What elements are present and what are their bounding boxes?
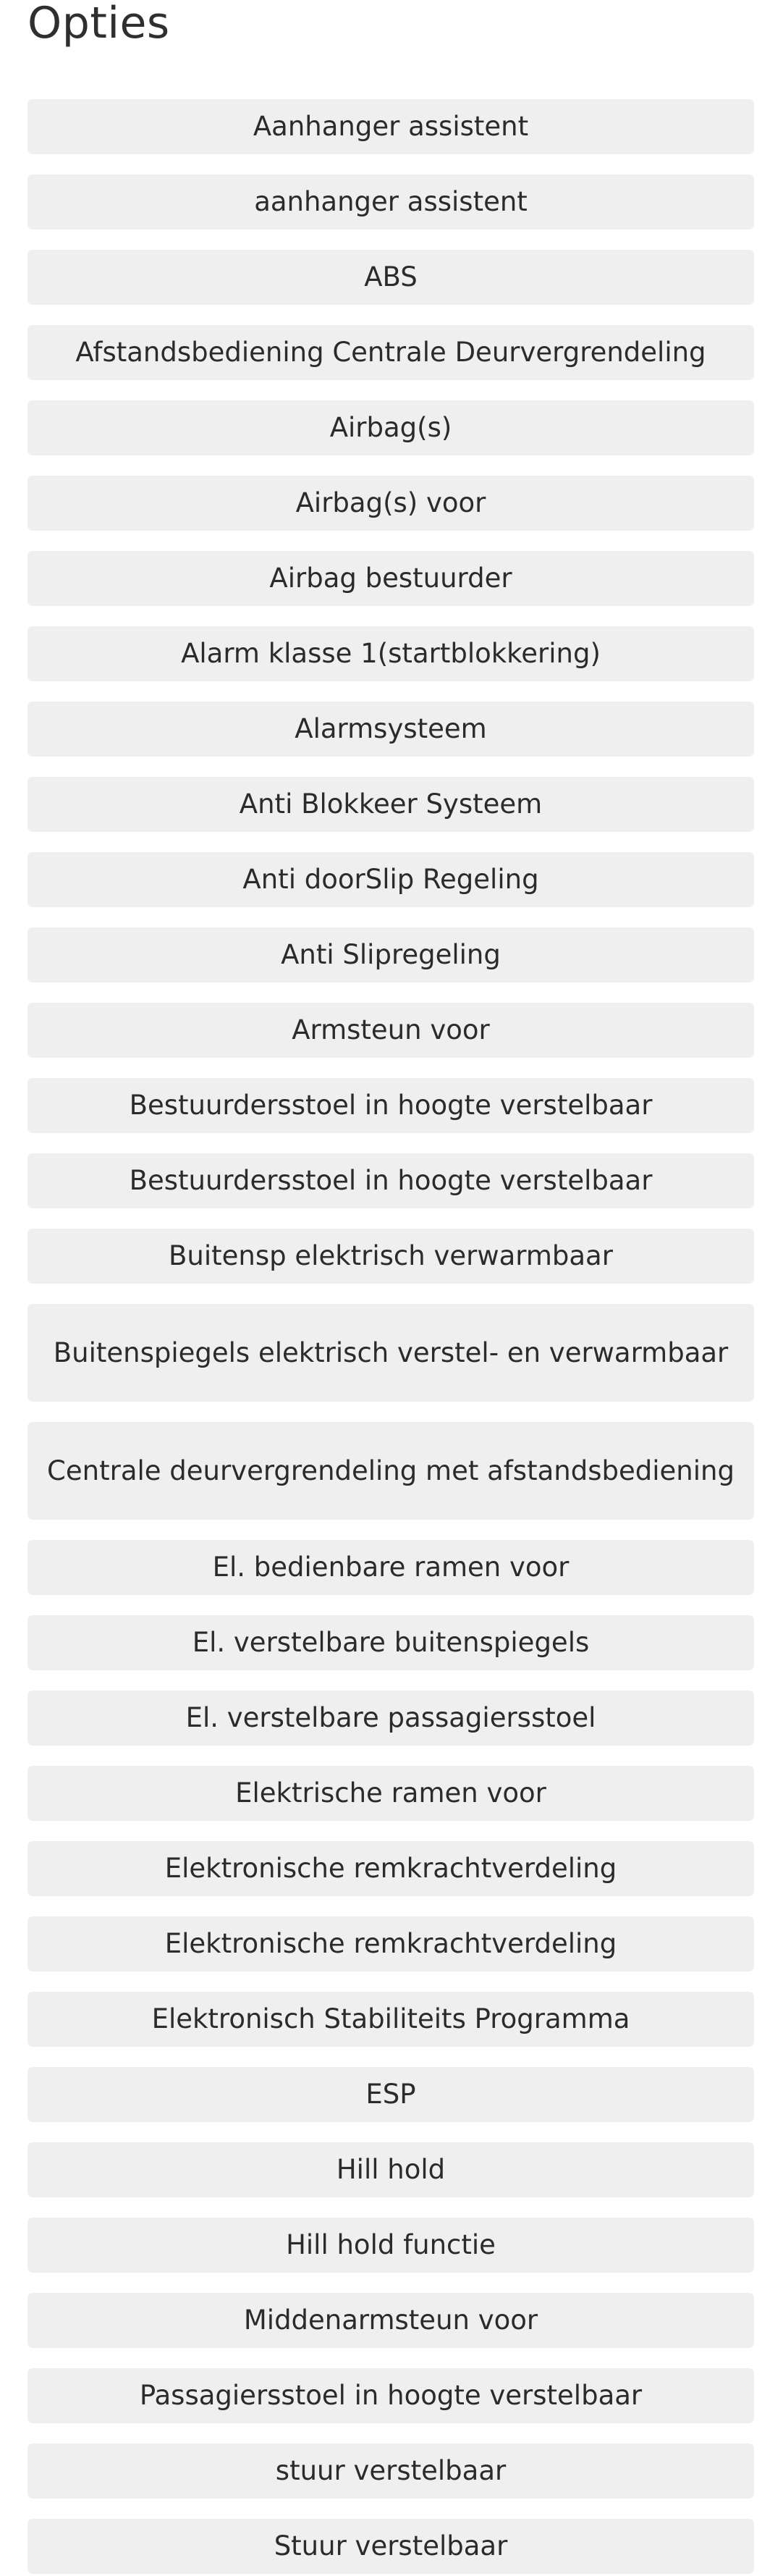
option-item: Bestuurdersstoel in hoogte verstelbaar: [27, 1153, 754, 1208]
option-item: Afstandsbediening Centrale Deurvergrendeling: [27, 325, 754, 380]
option-item: El. bedienbare ramen voor: [27, 1540, 754, 1595]
option-item: Hill hold: [27, 2142, 754, 2197]
option-item: Middenarmsteun voor: [27, 2293, 754, 2348]
option-item: Airbag bestuurder: [27, 551, 754, 606]
option-item: Airbag(s): [27, 400, 754, 455]
option-item: Stuur verstelbaar: [27, 2519, 754, 2574]
option-item: El. verstelbare passagiersstoel: [27, 1691, 754, 1746]
option-item: Elektronische remkrachtverdeling: [27, 1916, 754, 1971]
page-title: Opties: [27, 0, 170, 49]
option-item: Elektronische remkrachtverdeling: [27, 1841, 754, 1896]
option-item: Anti Blokkeer Systeem: [27, 777, 754, 832]
option-item: Elektronisch Stabiliteits Programma: [27, 1992, 754, 2047]
option-item: ESP: [27, 2067, 754, 2122]
option-item: Armsteun voor: [27, 1003, 754, 1058]
option-item: El. verstelbare buitenspiegels: [27, 1615, 754, 1670]
option-item: Alarm klasse 1(startblokkering): [27, 626, 754, 681]
option-item: Buitenspiegels elektrisch verstel- en verwarmbaar: [27, 1304, 754, 1402]
option-item: Passagiersstoel in hoogte verstelbaar: [27, 2368, 754, 2423]
option-item: ABS: [27, 250, 754, 305]
options-list: [27, 99, 754, 2574]
option-item: Hill hold functie: [27, 2218, 754, 2273]
option-item: Centrale deurvergrendeling met afstandsbediening: [27, 1422, 754, 1520]
option-item: Aanhanger assistent: [27, 99, 754, 154]
option-item: Bestuurdersstoel in hoogte verstelbaar: [27, 1078, 754, 1133]
option-item: Anti Slipregeling: [27, 927, 754, 982]
option-item: stuur verstelbaar: [27, 2444, 754, 2499]
option-item: aanhanger assistent: [27, 174, 754, 230]
option-item: Elektrische ramen voor: [27, 1766, 754, 1821]
option-item: Buitensp elektrisch verwarmbaar: [27, 1229, 754, 1284]
option-item: Airbag(s) voor: [27, 476, 754, 531]
option-item: Alarmsysteem: [27, 702, 754, 757]
option-item: Anti doorSlip Regeling: [27, 852, 754, 907]
